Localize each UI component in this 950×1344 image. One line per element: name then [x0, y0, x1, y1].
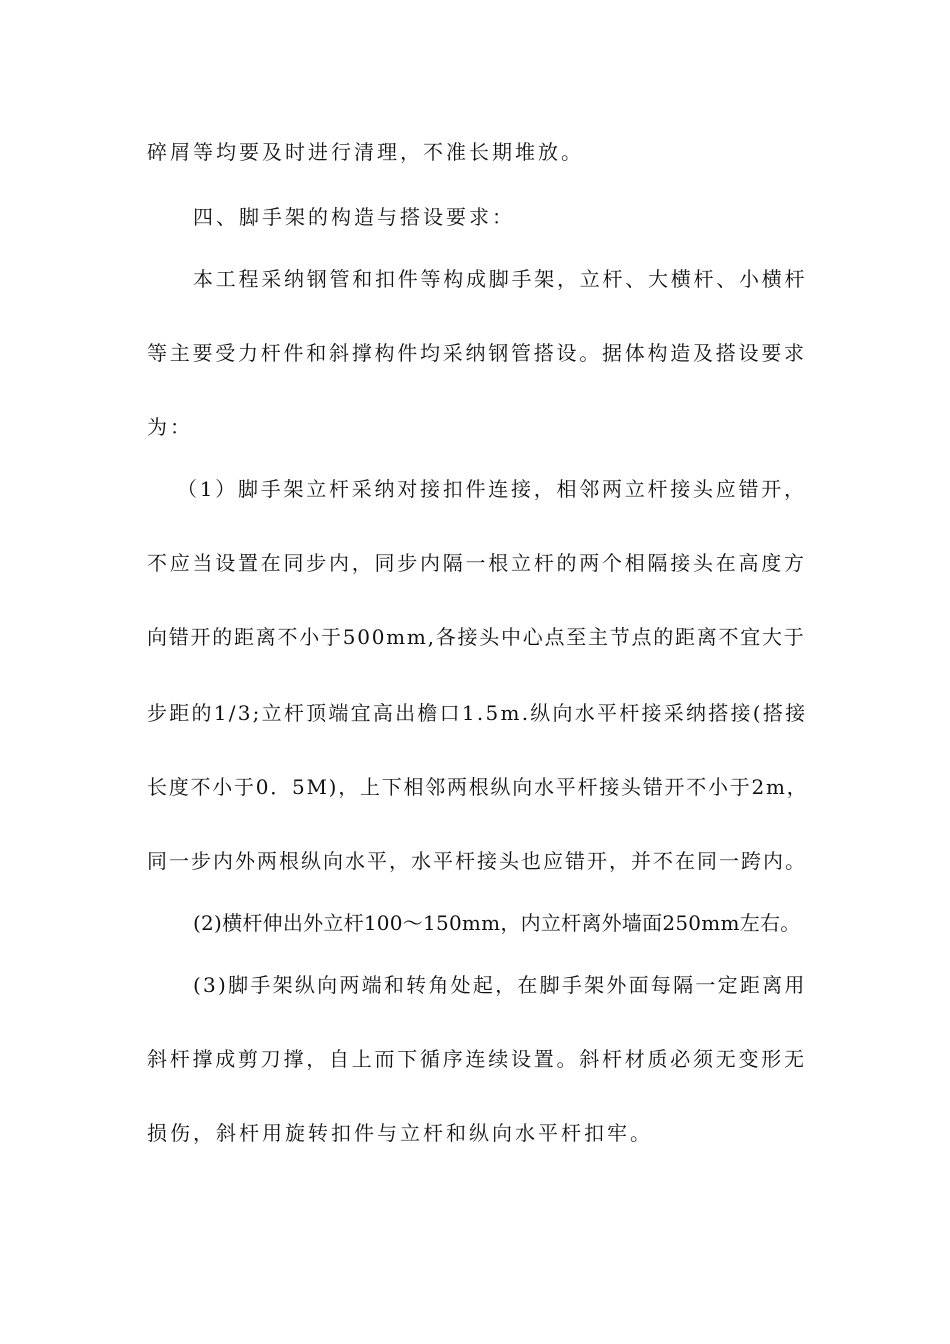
text-line: 本工程采纳钢管和扣件等构成脚手架，立杆、大横杆、小横杆: [193, 267, 808, 291]
text-line: 损伤，斜杆用旋转扣件与立杆和纵向水平杆扣牢。: [147, 1121, 653, 1145]
text-line: 向错开的距离不小于500mm,各接头中心点至主节点的距离不宜大于: [147, 625, 806, 649]
section-heading: 四、脚手架的构造与搭设要求：: [193, 205, 515, 229]
text-line: 步距的1/3;立杆顶端宜高出檐口1.5m.纵向水平杆接采纳搭接(搭接: [147, 701, 808, 725]
text-line: 长度不小于0．5M)，上下相邻两根纵向水平杆接头错开不小于2m，: [147, 775, 809, 799]
text-line: 不应当设置在同步内，同步内隔一根立杆的两个相隔接头在高度方: [147, 551, 807, 575]
text-line: 同一步内外两根纵向水平，水平杆接头也应错开，并不在同一跨内。: [147, 849, 807, 873]
text-line: (2)横杆伸出外立杆100～150mm，内立杆离外墙面250mm左右。: [193, 911, 801, 935]
text-line: 碎屑等均要及时进行清理，不准长期堆放。: [147, 140, 584, 164]
text-line: （1）脚手架立杆采纳对接扣件连接，相邻两立杆接头应错开，: [177, 477, 807, 501]
text-line: 为：: [147, 415, 193, 439]
text-line: 等主要受力杆件和斜撑构件均采纳钢管搭设。据体构造及搭设要求: [147, 341, 807, 365]
text-line: (3)脚手架纵向两端和转角处起，在脚手架外面每隔一定距离用: [193, 973, 807, 997]
text-line: 斜杆撑成剪刀撑，自上而下循序连续设置。斜杆材质必须无变形无: [147, 1047, 807, 1071]
